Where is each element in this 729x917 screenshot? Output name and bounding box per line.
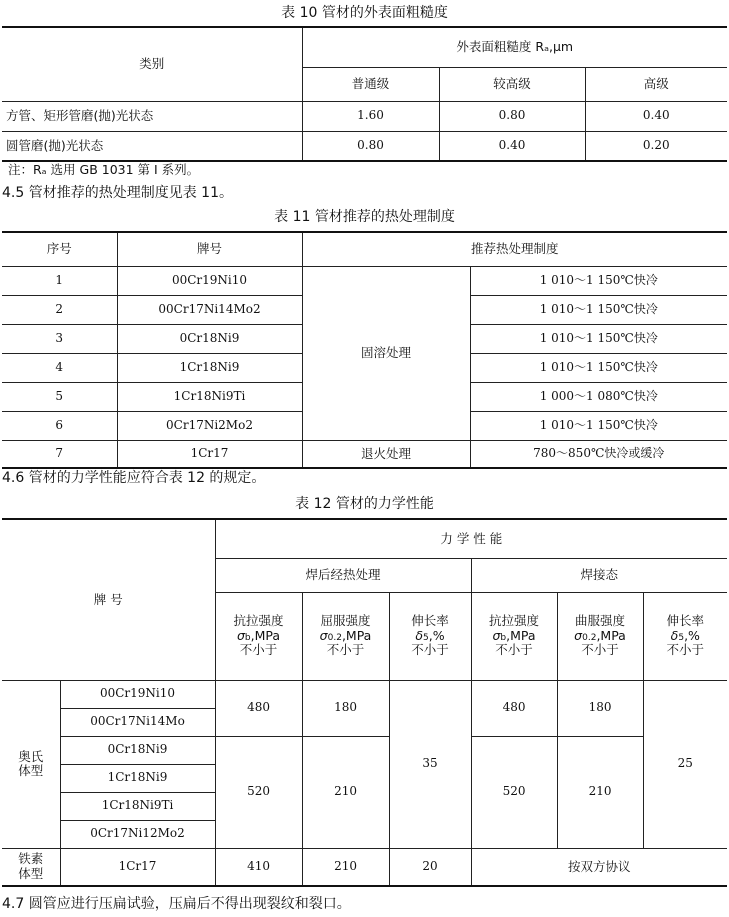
section-4-7: 4.7 圆管应进行压扁试验，压扁后不得出现裂纹和裂口。: [2, 896, 351, 912]
table-10: [2, 26, 727, 162]
t12-grade: 1Cr17: [60, 848, 215, 886]
t11-process-solution: 固溶处理: [302, 266, 470, 440]
t12-as-welded-agreement: 按双方协议: [471, 848, 727, 886]
t10-level-normal: 普通级: [302, 67, 439, 101]
t11-cell-no: 2: [2, 295, 117, 324]
t12-grade: 1Cr18Ni9Ti: [60, 792, 215, 820]
t12-grade: 00Cr17Ni14Mo: [60, 708, 215, 736]
t11-cell-grade: 0Cr18Ni9: [117, 324, 302, 353]
t10-cell: 0.40: [585, 101, 727, 131]
t11-cell-temp: 1 010～1 150℃快冷: [470, 295, 727, 324]
t12-value: 25: [643, 680, 727, 848]
t11-cell-temp: 1 000～1 080℃快冷: [470, 382, 727, 411]
t11-header-treatment: 推荐热处理制度: [302, 232, 727, 266]
t10-row-name: 圆管磨(抛)光状态: [2, 131, 302, 161]
t11-header-no: 序号: [2, 232, 117, 266]
t12-value: 480: [215, 680, 302, 736]
t11-cell-temp: 1 010～1 150℃快冷: [470, 411, 727, 440]
t11-cell-no: 1: [2, 266, 117, 295]
t12-tensile-header-aw: 抗拉强度 σb,MPa 不小于: [471, 592, 557, 680]
t12-value: 35: [389, 680, 471, 848]
t11-cell-no: 5: [2, 382, 117, 411]
table-12: [2, 518, 727, 887]
t12-yield-header: 屈服强度 σ0.2,MPa 不小于: [302, 592, 389, 680]
t12-grade: 1Cr18Ni9: [60, 764, 215, 792]
t12-grade: 0Cr17Ni12Mo2: [60, 820, 215, 848]
t11-cell-temp: 1 010～1 150℃快冷: [470, 266, 727, 295]
t12-value: 410: [215, 848, 302, 886]
t12-elong-header: 伸长率 δ5,% 不小于: [389, 592, 471, 680]
table-11: [2, 231, 727, 469]
t10-cell: 0.80: [439, 101, 585, 131]
t12-yield-header-aw: 曲服强度 σ0.2,MPa 不小于: [557, 592, 643, 680]
table-11-caption: 表 11 管材推荐的热处理制度: [274, 209, 455, 225]
t12-value: 210: [557, 736, 643, 848]
t10-row-name: 方管、矩形管磨(抛)光状态: [2, 101, 302, 131]
t11-cell-grade: 1Cr18Ni9: [117, 353, 302, 382]
t11-cell-temp: 1 010～1 150℃快冷: [470, 353, 727, 382]
t12-grade-header: 牌 号: [2, 519, 215, 680]
t10-cell: 0.20: [585, 131, 727, 161]
t11-cell-no: 3: [2, 324, 117, 353]
section-4-5: 4.5 管材推荐的热处理制度见表 11。: [2, 185, 233, 201]
t12-grade: 0Cr18Ni9: [60, 736, 215, 764]
t12-value: 210: [302, 736, 389, 848]
t10-level-higher: 较高级: [439, 67, 585, 101]
table-12-caption: 表 12 管材的力学性能: [295, 496, 434, 512]
table-10-caption: 表 10 管材的外表面粗糙度: [281, 5, 448, 21]
t11-cell-grade: 1Cr18Ni9Ti: [117, 382, 302, 411]
t11-cell-temp: 780～850℃快冷或缓冷: [470, 440, 727, 468]
t12-elong-header-aw: 伸长率 δ5,% 不小于: [643, 592, 727, 680]
t12-value: 180: [302, 680, 389, 736]
t10-roughness-header: 外表面粗糙度 Rₐ,μm: [302, 27, 727, 67]
t11-cell-grade: 1Cr17: [117, 440, 302, 468]
t12-after-heat-header: 焊后经热处理: [215, 558, 471, 592]
t11-cell-no: 4: [2, 353, 117, 382]
t12-value: 210: [302, 848, 389, 886]
t10-cell: 0.80: [302, 131, 439, 161]
t10-category-header: 类别: [2, 27, 302, 101]
t12-value: 20: [389, 848, 471, 886]
t12-mech-header: 力 学 性 能: [215, 519, 727, 558]
t11-cell-grade: 00Cr19Ni10: [117, 266, 302, 295]
t12-austenitic-label: 奥氏体型: [2, 680, 60, 848]
table-10-note: 注：Rₐ 选用 GB 1031 第 I 系列。: [8, 162, 200, 177]
t12-tensile-header: 抗拉强度 σb,MPa 不小于: [215, 592, 302, 680]
t12-value: 520: [215, 736, 302, 848]
t10-cell: 0.40: [439, 131, 585, 161]
t10-cell: 1.60: [302, 101, 439, 131]
t12-as-welded-header: 焊接态: [471, 558, 727, 592]
t11-cell-temp: 1 010～1 150℃快冷: [470, 324, 727, 353]
t11-header-grade: 牌号: [117, 232, 302, 266]
t11-process-anneal: 退火处理: [302, 440, 470, 468]
t10-level-high: 高级: [585, 67, 727, 101]
t12-value: 480: [471, 680, 557, 736]
t12-value: 520: [471, 736, 557, 848]
t11-cell-grade: 0Cr17Ni2Mo2: [117, 411, 302, 440]
t11-cell-no: 7: [2, 440, 117, 468]
t12-value: 180: [557, 680, 643, 736]
t11-cell-no: 6: [2, 411, 117, 440]
t11-cell-grade: 00Cr17Ni14Mo2: [117, 295, 302, 324]
t12-grade: 00Cr19Ni10: [60, 680, 215, 708]
t12-ferritic-label: 铁素体型: [2, 848, 60, 886]
section-4-6: 4.6 管材的力学性能应符合表 12 的规定。: [2, 470, 266, 486]
